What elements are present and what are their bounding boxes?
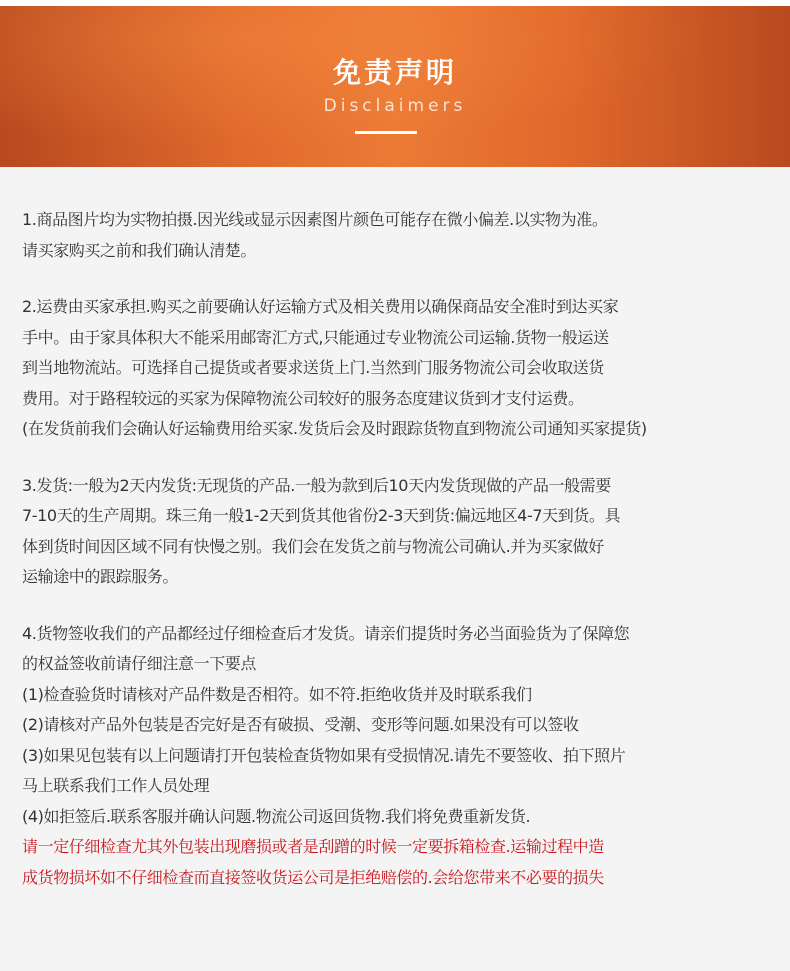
text-line: 到当地物流站。可选择自己提货或者要求送货上门.当然到门服务物流公司会收取送货: [22, 358, 604, 377]
text-line: 2.运费由买家承担.购买之前要确认好运输方式及相关费用以确保商品安全准时到达买家: [22, 297, 619, 316]
section-receipt-inspection: [22, 619, 784, 894]
warning-line: 请一定仔细检查尤其外包装出现磨损或者是刮蹭的时候一定要拆箱检查.运输过程中造: [22, 837, 604, 856]
page-subtitle: Disclaimers: [323, 96, 467, 116]
text-line: 手中。由于家具体积大不能采用邮寄汇方式,只能通过专业物流公司运输.货物一般运送: [22, 327, 609, 347]
section-shipping-fees: [22, 292, 784, 445]
text-line: 马上联系我们工作人员处理: [22, 776, 210, 795]
text-line: (4)如拒签后.联系客服并确认问题.物流公司返回货物.我们将免费重新发货.: [22, 806, 531, 826]
text-line: 7-10天的生产周期。珠三角一般1-2天到货其他省份2-3天到货:偏远地区4-7天到货。具: [22, 506, 621, 525]
text-line: 4.货物签收我们的产品都经过仔细检查后才发货。请亲们提货时务必当面验货为了保障您: [22, 623, 630, 643]
text-line: 1.商品图片均为实物拍摄.因光线或显示因素图片颜色可能存在微小偏差.以实物为准。: [22, 210, 608, 229]
text-line: (1)检查验货时请核对产品件数是否相符。如不符.拒绝收货并及时联系我们: [22, 684, 532, 704]
text-line: (3)如果见包装有以上问题请打开包装检查货物如果有受损情况.请先不要签收、拍下照片: [22, 745, 626, 765]
text-line: 3.发货:一般为2天内发货:无现货的产品.一般为款到后10天内发货现做的产品一般需要: [22, 475, 611, 495]
text-line: 运输途中的跟踪服务。: [22, 567, 179, 586]
section-product-images: [22, 205, 784, 266]
title-underline: [355, 131, 417, 134]
header-banner: [0, 6, 790, 167]
text-line: 体到货时间因区域不同有快慢之别。我们会在发货之前与物流公司确认.并为买家做好: [22, 536, 604, 556]
page-title: 免责声明: [332, 56, 457, 89]
text-line: 请买家购买之前和我们确认清楚。: [22, 240, 257, 260]
text-line: 费用。对于路程较远的买家为保障物流公司较好的服务态度建议货到才支付运费。: [22, 388, 584, 408]
section-delivery: [22, 471, 784, 593]
text-line: (2)请核对产品外包装是否完好是否有破损、受潮、变形等问题.如果没有可以签收: [22, 715, 579, 734]
disclaimer-content: [22, 205, 784, 919]
text-line: (在发货前我们会确认好运输费用给买家.发货后会及时跟踪货物直到物流公司通知买家提货): [22, 419, 647, 438]
text-line: 的权益签收前请仔细注意一下要点: [22, 654, 257, 673]
warning-line: 成货物损坏如不仔细检查而直接签收货运公司是拒绝赔偿的.会给您带来不必要的损失: [22, 867, 604, 887]
